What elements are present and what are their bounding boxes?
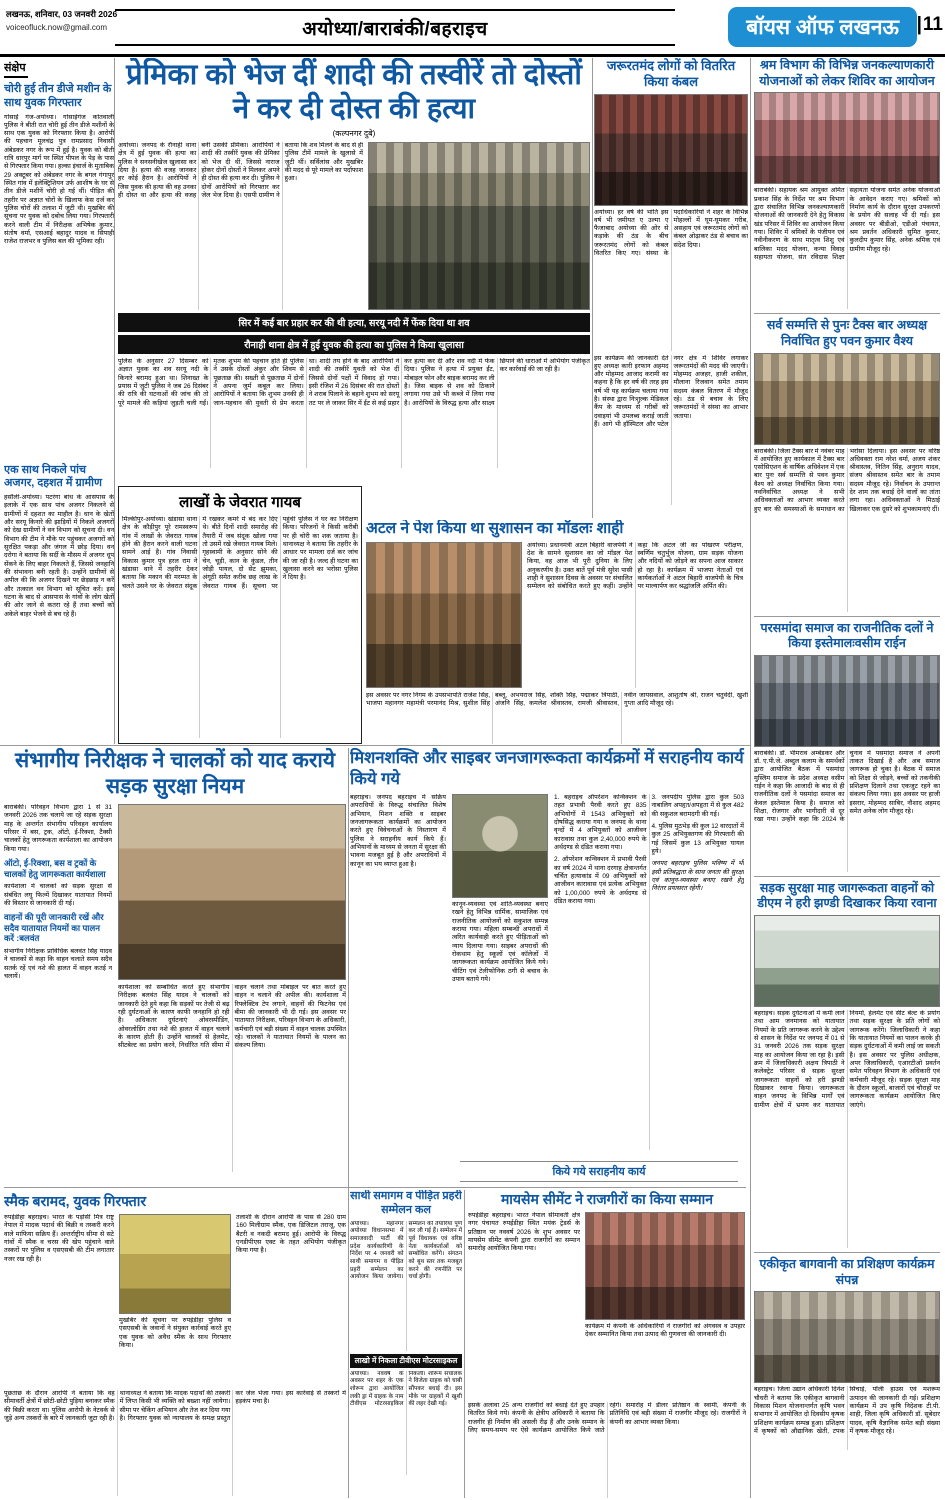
briefs-column [4,58,114,744]
smack-story [4,1192,346,1496]
smack-body-2: पूछताछ के दौरान आरोपी ने बताया कि वह सीमावर्ती क्षेत्रों में छोटी-छोटी पुड़िया बनाकर स्मैक की बिक्री करता था। पुलिस आरोपी के नेटवर्क से जुड़े अन्य तस्करों के बारे में जानकारी जुटा रही है। थानाध्यक्ष ने बताया कि मादक पदार्थों की तस्करी में लिप्त किसी भी व्यक्ति को बख्शा नहीं जायेगा। सीमा पर चेकिंग अभियान और तेज कर दिया गया है। गिरफ्तार युवक को न्यायालय के समक्ष प्रस्तुत कर जेल भेजा गया। इस कार्रवाई से तस्करों में हड़कंप मचा है। [4,1390,346,1422]
blanket-body-1: अयोध्या। हर वर्ष की भांति इस वर्ष भी जमीयत ए उल्मा ए फैजाबाद अयोध्या की ओर से कड़ाके की ठंड के बीच जरूरतमंद लोगों को कंबल वितरित किए गए। संस्था के पदाधिकारियों ने शहर के विभिन्न मोहल्लों में घूम-घूमकर गरीब, असहाय एवं जरूरतमंद लोगों को कंबल ओढ़ाकर ठंड से बचाव का संदेश दिया। [594,208,748,258]
tvs-subhead-bar: लाखो में निकला टीवीएस मोटरसाइकल [350,1354,462,1368]
right-rail [754,58,940,1498]
workshop-meeting-photo [118,804,346,980]
brief2-body: हसौली-अयोध्या। पटरंगा बांध के आसपास के इलाके में एक साथ पांच अजगर निकलने से ग्रामीणों में दहशत का माहौल है। धान के खेतों और सरयू किनारे की झाड़ियों में निकले अजगरों को देख ग्रामीणों ने वन विभाग को सूचना दी। वन विभाग की टीम ने मौके पर पहुंचकर अजगरों को सुरक्षित पकड़ा और जंगल में छोड़ दिया। वन दरोगा ने बताया कि सर्दी के मौसम में अजगर धूप सेंकने के लिए बाहर निकलते हैं, जिससे जनहानि की संभावना बनी रहती है। उन्होंने ग्रामीणों से अपील की कि अजगर दिखने पर छेड़छाड़ न करें और तत्काल वन विभाग को सूचित करें। इस घटना के बाद से आसपास के गांवों के लोग खेतों की ओर जाने से कतरा रहे हैं तथा बच्चों को अकेले बाहर भेजने से बच रहे हैं। [4,494,114,618]
mycem-story [468,1190,746,1498]
smack-col-2: मुखबिर की सूचना पर रुपईडीहा पुलिस व एसएसबी के जवानों ने संयुक्त कार्रवाई करते हुए एक युवक को अवैध स्मैक के साथ गिरफ्तार किया। [119,1317,231,1349]
horticulture-story [754,1257,940,1450]
jewellery-headline: लाखों के जेवरात गायब [179,494,301,511]
mycem-col-1: रुपईडीहा बहराइच। भारत नेपाल सीमावर्ती क्षेत्र नगर पंचायत रुपईडीहा स्थित मयंक ट्रेडर्स के प्रतिष्ठान पर नववर्ष 2026 के शुभ अवसर पर मायसेम सीमेंट कंपनी द्वारा राजगीरों का सम्मान समारोह आयोजित किया गया। [468,1212,580,1253]
sathi-headline: साथी समागम व पीड़ित प्रहरी सम्मेलन कल [350,1190,462,1216]
horticulture-body: बहराइच। जिला उद्यान अधिकारी दिनेश चौधरी ने बताया कि एकीकृत बागवानी विकास मिशन योजनान्तर्गत कृषि भवन सभागार में आयोजित दो दिवसीय कृषक प्रशिक्षण कार्यक्रम सम्पन्न हुआ। प्रशिक्षण में कृषकों को औद्यानिक खेती, टपक सिंचाई, पॉली हाउस एवं मशरूम उत्पादन की जानकारी दी गई। प्रशिक्षण कार्यक्रम में उप कृषि निदेशक टी.पी. शाही, जिला कृषि अधिकारी डॉ. सूबेदार यादव, कृषि वैज्ञानिक समेत बड़ी संख्या में कृषक मौजूद रहे। [754,1386,940,1435]
inspector-intro: बाराबंकी। परिवहन विभाग द्वारा 1 से 31 जनवरी 2026 तक चलाये जा रहे सड़क सुरक्षा माह के अन्तर्गत संभागीय परिवहन कार्यालय परिसर में बस, ट्रक, ऑटो, ई-रिक्शा, टैक्सी चालकों हेतु जागरूकता कार्यशाला का आयोजन किया गया। [4,804,112,853]
mission-point-4: 4. पुलिस मुठभेड़ की कुल 12 वारदातों में कुल 25 अभियुक्तगण की गिरफ्तारी की गई जिसमें कुल 13 अभियुक्त घायल हुये। [651,822,744,855]
pasmanda-story [754,621,940,877]
lead-headline: प्रेमिका को भेज दीं शादी की तस्वीरें तो दोस्तों ने कर दी दोस्त की हत्या [126,59,582,125]
labour-camp-photo [754,92,940,184]
sathi-body-2: अयोध्या। नववर्ष के अवसर पर शहर के एक शोरूम द्वारा आयोजित लकी ड्रा में ग्राहक के नाम टीवीएस मोटरसाइकिल निकली। शोरूम संचालक ने विजेता ग्राहक को चाबी सौंपकर बधाई दी। इस मौके पर ग्राहकों में खुशी की लहर देखी गई। [350,1370,462,1408]
smack-col-1: रुपईडीहा बहराइच। भारत के पड़ोसी मित्र राष्ट्र नेपाल में मादक पदार्थ की बिक्री व तस्करी करने वाले माफिया सक्रिय हैं। अन्तर्राष्ट्रीय सीमा से सटे गांवों में स्मैक व चरस की खेप पहुंचाने वाले तस्करों पर पुलिस व एसएसबी की टीम लगातार नजर रख रही है। [4,1214,114,1263]
inspector-subhead-2: वाहनों की पूरी जानकारी रखें और सदैव यातायात नियमों का पालन करें :बलवंत [4,912,104,944]
date-line: लखनऊ, शनिवार, 03 जनवरी 2026 [6,9,118,19]
inspector-subhead-1: ऑटो, ई-रिक्शा, बस व ट्रकों के चालकों हेतु जागरूकता कार्यशाला [4,857,106,879]
masthead [0,0,945,57]
section-rule [0,745,750,746]
mission-points [554,794,744,1150]
column-rule [592,58,593,518]
smack-col-3: तलाशी के दौरान आरोपी के पास से 280 ग्राम 160 मिलीग्राम स्मैक, एक डिजिटल तराजू, एक बैटरी व नकदी बरामद हुई। आरोपी के विरुद्ध एनडीपीएस एक्ट के तहत अभियोग पंजीकृत किया गया है। [236,1214,346,1255]
pasmanda-meeting-photo [754,655,940,747]
brand-nameplate: बॉयस ऑफ लखनऊ [728,7,917,47]
column-rule [114,58,115,744]
labour-body: बाराबंकी। सहायक श्रम आयुक्त अमित प्रकाश सिंह के निर्देश पर श्रम विभाग द्वारा संचालित विभिन्न जनकल्याणकारी योजनाओं की जानकारी देने हेतु विकास खंड परिसर में शिविर का आयोजन किया गया। शिविर में श्रमिकों के पंजीयन एवं नवीनीकरण के साथ मातृत्व शिशु एवं बालिका मदद योजना, कन्या विवाह सहायता योजना, संत रविदास शिक्षा सहायता योजना समेत अनेक योजनाओं के आवेदन कराए गए। श्रमिकों को निर्माण कार्य के दौरान सुरक्षा उपकरणों के प्रयोग की सलाह भी दी गई। इस अवसर पर बीडीओ, एडीओ पंचायत, श्रम प्रवर्तन अधिकारी सुमित कुमार, कुलदीप कुमार सिंह, अनेक श्रमिक एवं ग्रामीण मौजूद रहे। [754,187,940,261]
police-group-photo [368,142,590,310]
horticulture-training-photo [754,1291,940,1383]
briefs-label: संक्षेप [4,60,28,78]
atal-tribute-photo [366,542,522,688]
roadflag-headline: सड़क सुरक्षा माह जागरूकता वाहनों को डीएम ने हरी झण्डी दिखाकर किया रवाना [757,880,937,911]
region-line: अयोध्या/बाराबंकी/बहराइच [115,9,675,46]
mason-felicitation-photo [585,1212,745,1320]
brief2-headline: एक साथ निकले पांच अजगर, दहशत में ग्रामीण [4,463,102,490]
lead-body-bottom: पुलिस के अनुसार 27 दिसम्बर को अज्ञात युवक का शव सरयू नदी के किनारे बरामद हुआ था। शिनाख्त के प्रयास में जुटी पुलिस ने जब 26 दिसंबर की रात्रि की घटनाओं की जांच की तो पूरे मामले की कड़ियां जुड़ती चली गईं। मृतक शुभम की पहचान होते ही पुलिस ने उसके दोस्तों अंकुर और शिवम से पूछताछ की। सख्ती से पूछताछ में दोनों ने अपना जुर्म कबूल कर लिया। आरोपियों ने बताया कि शुभम उनकी ही जान-पहचान की युवती से प्रेम करता था। शादी तय होने के बाद आरोपियों ने शादी की तस्वीरें युवती को भेज दीं जिससे दोनों पक्षों में विवाद हो गया। इसी रंजिश में 26 दिसंबर की रात दोस्तों ने शराब पिलाने के बहाने शुभम को सरयू तट पर ले जाकर सिर में ईंट से कई प्रहार कर हत्या कर दी और शव नदी में फेंक दिया। पुलिस ने हत्या में प्रयुक्त ईंट, मोबाइल फोन और बाइक बरामद कर ली है। जिस बाइक से शव को ठिकाने लगाया गया उसे भी कब्जे में लिया गया है। आरोपियों के विरुद्ध हत्या और साक्ष्य छिपाने की धाराओं में अभियोग पंजीकृत कर कार्रवाई की जा रही है। [118,358,590,407]
lead-subhead-bar-1: सिर में कई बार प्रहार कर की थी हत्या, सरयू नदी में फेंक दिया था शव [118,313,590,332]
taxbar-body: बाराबंकी। जिला टैक्स बार में नवंबर माह में आयोजित हुए कार्यकाल में टैक्स बार एसोसिएशन के वार्षिक अधिवेशन में एक बार पुनः सर्व सम्मत्ति से पवन कुमार वैश्य को अध्यक्ष निर्वाचित किया गया। नवनिर्वाचित अध्यक्ष ने सभी अधिवक्ताओं का आभार व्यक्त करते हुए बार की समस्याओं के समाधान का भरोसा दिलाया। इस अवसर पर वरिष्ठ अधिवक्ता राम नरेश वर्मा, अजय शंकर श्रीवास्तव, नितिन सिंह, अनुराग यादव, संजय श्रीवास्तव समेत बार के तमाम सदस्य मौजूद रहे। निर्वाचन के उपरान्त देर शाम तक बधाई देने वालों का तांता लगा रहा। अधिवक्ताओं ने मिठाई खिलाकर एक दूसरे को शुभकामनाएं दीं। [754,447,940,513]
taxbar-headline: सर्व सम्मत्ति से पुनः टैक्स बार अध्यक्ष निर्वाचित हुए पवन कुमार वैश्य [766,318,928,348]
mission-point-3: 3. जनपदीय पुलिस द्वारा कुल 503 नाबालिग अपहृत/अपहृता में से कुल 482 की सकुशल बरामदगी की गई। [651,794,744,818]
mission-quote: जनपद बहराइच पुलिस भविष्य में भी इसी प्रतिबद्धता के साथ जनता की सुरक्षा एवं कानून-व्यवस्था बनाए रखने हेतु निरंतर प्रयासरत रहेगी। [651,860,744,893]
blanket-story [594,58,748,516]
column-rule [750,58,751,1498]
inspector-body: कार्यशाला को सम्बोधित करते हुए संभागीय निरीक्षक बलवंत सिंह यादव ने चालकों को जानकारी देते हुये कहा कि सड़कों पर तेजी से बढ़ रही दुर्घटनाओं के कारण काफी जनहानि हो रही है। अधिकतर दुर्घटनाएं ओवरस्पीडिंग, ओवरलोडिंग तथा नशे की हालत में वाहन चलाने के कारण होती हैं। उन्होंने चालकों से हेलमेट, सीटबेल्ट का प्रयोग करने, निर्धारित गति सीमा में वाहन चलाने तथा मोबाइल पर बात करते हुए वाहन न चलाने की अपील की। कार्यशाला में रिफ्लेक्टिव टेप लगाने, वाहनों की फिटनेस एवं बीमा की जानकारी भी दी गई। इस अवसर पर यातायात निरीक्षक, परिवहन विभाग के अधिकारी, कर्मचारी एवं बड़ी संख्या में वाहन चालक उपस्थित रहे। चालकों ने यातायात नियमों के पालन का संकल्प लिया। [118,984,346,1050]
mission-point-1: 1. बहराइच ऑपरेशन कन्विक्शन के तहत प्रभावी पैरवी करते हुए 835 अभियोगों में 1543 अभियुक्तों को दोषसिद्ध कराया गया व जनपद के थाना वृन्दों में 4 अभियुक्तों को आजीवन कारावास तथा कुल 2,40,000 रुपये के अर्थदण्ड से दंडित कराया गया। [554,794,647,851]
email-text: voiceofluck.now@gmail.com [6,23,108,32]
atal-body: अयोध्या। प्रधानमंत्री अटल बिहारी वाजपेयी ने देश के सामने सुशासन का जो मॉडल पेश किया, वह आज भी पूरी दुनिया के लिए अनुकरणीय है। उक्त बातें पूर्व मंत्री सुरेश पासी शाही ने सुशासन दिवस के अवसर पर संचालित सम्मेलन को संबोधित करते हुए कहीं। उन्होंने कहा कि अटल जी का पोखरण परीक्षण, स्वर्णिम चतुर्भुज योजना, ग्राम सड़क योजना और नदियों को जोड़ने का सपना आज साकार हो रहा है। कार्यक्रम में भाजपा नेताओं एवं कार्यकर्ताओं ने अटल बिहारी वाजपेयी के चित्र पर माल्यार्पण कर श्रद्धांजलि अर्पित की। [527,541,743,591]
labour-story [754,58,940,314]
police-officer-portrait [452,794,548,898]
jewellery-body: मिल्कीपुर-अयोध्या। खंडासा थाना क्षेत्र के कौड़ीपुर पूरे रामस्वरूप गांव में लाखों के जेवरात गायब होने की हैरान करने वाली घटना सामने आई है। गांव निवासी विकास कुमार पुत्र हरल राम ने खंडासा थाने में तहरीर देकर बताया कि मकान की मरम्मत के चलते उसने घर के जेवरात संदूक में रखकर कमरे में बंद कर दिए थे। बीते दिनों शादी समारोह की तैयारी में जब संदूक खोला गया तो उसमें रखे जेवरात गायब मिले। गृहस्वामी के अनुसार सोने की चेन, चूड़ी, कान के कुंडल, तीन जोड़ी पायल, दो सेट झुमका, अंगूठी समेत करीब छह लाख के जेवरात गायब हैं। सूचना पर पहुंची पुलिस ने घर का निरीक्षण किया। परिजनों ने किसी करीबी पर ही चोरी का शक जताया है। थानाध्यक्ष ने बताया कि तहरीर के आधार पर मामला दर्ज कर जांच की जा रही है। जल्द ही घटना का खुलासा करने का भरोसा पुलिस ने दिया है। [122,516,358,590]
mission-intro: बहराइच। जनपद बहराइच में सक्रिय अपराधियों के विरुद्ध संचालित विशेष अभियान, मिशन शक्ति व साइबर जनजागरूकता कार्यक्रमों का आयोजन करते हुए विवेचनाओं के निस्तारण में पुलिस ने सराहनीय कार्य किये हैं। अभियानों के माध्यम से जनता में सुरक्षा की भावना मजबूत हुई है और अपराधियों में कानून का भय व्याप्त हुआ है। [350,794,446,868]
sathi-story [350,1190,462,1498]
brief1-body: गोसाईं गंज-अयोध्या। गोसाईगंज कोतवाली पुलिस ने बीती रात चोरी हुई तीन डीजे मशीनों के साथ एक युवक को गिरफ्तार किया है। आरोपी की पहचान मूलचंद्र पुत्र रामप्रसाद निवासी अंबेडकर नगर के रूप में हुई है। युवक को बीती रात्रि धारपुर मार्ग पर स्थित पीपल के पेड़ के पास से गिरफ्तार किया गया। हल्का इंचार्ज के मुताबिक 29 अक्टूबर को अंबेडकर नगर के बगल गंगापुर स्थित गांव में इलेक्ट्रिशियन उर्फ आशीष के घर से तीन डीजे मशीनें चोरी हो गई थीं। पीड़ित की तहरीर पर अज्ञात चोरों के खिलाफ केस दर्ज कर पुलिस चोरों की तलाश में जुटी थी। मुखबिर की सूचना पर युवक को दबोच लिया गया। गिरफ्तारी करने वाली टीम में निरीक्षक अभिषेक कुमार, संतोष वर्मा, एसआई बहादुर यादव व सिपाही राजेश राजभर व पुलिस बल की भूमिका रही। [4,113,114,246]
mission-story [350,748,746,1184]
mission-subhead: किये गये सराहनीय कार्य [460,1161,738,1182]
lead-byline: (कल्पनगर दुबे) [332,129,376,138]
roadflag-story [754,881,940,1253]
page-number: | 11 [917,14,943,36]
smack-headline: स्मैक बरामद, युवक गिरफ्तार [4,1193,147,1209]
mycem-headline: मायसेम सीमेंट ने राजगीरों का किया सम्मान [500,1191,714,1207]
inspector-mid: कार्यशाला में चालकों को सड़क सुरक्षा से संबंधित लघु फिल्में दिखाकर यातायात नियमों की विस्तार से जानकारी दी गई। [4,883,112,907]
seized-smack-photo [119,1214,231,1314]
atal-headline: अटल ने पेश किया था सुशासन का मॉडलः शाही [366,520,624,537]
inspector-story [4,748,346,1184]
labour-headline: श्रम विभाग की विभिन्न जनकल्याणकारी योजनाओं को लेकर शिविर का आयोजन [759,58,935,88]
atal-story [366,520,748,744]
roadflag-body: बहराइच। सड़क दुर्घटनाओं में कमी लाने तथा आम जनमानस को यातायात नियमों के प्रति जागरूक करने के उद्देश्य से शासन के निर्देश पर जनपद में 01 से 31 जनवरी 2026 तक सड़क सुरक्षा माह का आयोजन किया जा रहा है। इसी क्रम में जिलाधिकारी अक्षय त्रिपाठी ने कलेक्ट्रेट परिसर से सड़क सुरक्षा जागरूकता वाहनों को हरी झण्डी दिखाकर रवाना किया। जागरूकता वाहन जनपद के विभिन्न मार्गों एवं ग्रामीण क्षेत्रों में भ्रमण कर यातायात नियमों, हेलमेट एवं सीट बेल्ट के प्रयोग तथा सड़क सुरक्षा के प्रति लोगों को जागरूक करेंगे। जिलाधिकारी ने कहा कि यातायात नियमों का पालन करके ही सड़क दुर्घटनाओं में कमी लाई जा सकती है। इस अवसर पर पुलिस अधीक्षक, अपर जिलाधिकारी, एआरटीओ प्रवर्तन समेत परिवहन विभाग के अधिकारी एवं कर्मचारी मौजूद रहे। सड़क सुरक्षा माह के दौरान स्कूलों, बाजारों एवं चौराहों पर जागरूकता कार्यक्रम आयोजित किए जाएंगे। [754,1010,940,1109]
taxbar-story [754,318,940,616]
inspector-tail: संभागीय निरीक्षक प्राविधिक बलवंत सिंह यादव ने चालकों से कहा कि वाहन चलाते समय सदैव सतर्क रहें एवं नशे की हालत में वाहन कतई न चलायें। [4,948,112,981]
mycem-col-2: कार्यक्रम में कंपनी के अधिकारियों ने राजगीरों को अंगवस्त्र व उपहार देकर सम्मानित किया तथा उत्पाद की गुणवत्ता की जानकारी दी। [585,1323,745,1339]
taxbar-group-photo [754,353,940,445]
ambulance-flagoff-photo [754,915,940,1007]
inspector-headline: संभागीय निरीक्षक ने चालकों को याद कराये सड़क सुरक्षा नियम [14,749,336,798]
blanket-headline: जरूरतमंद लोगों को वितरित किया कंबल [606,58,736,90]
lead-story [118,58,590,482]
blanket-body-2: इस कार्यक्रम की जानकारी देते हुए अध्यक्ष कारी इरफान अहमद और मोहम्मद आजाद करामी का कहना है कि हर वर्ष की तरह इस वर्ष भी यह कार्यक्रम चलाया गया है। संस्था द्वारा निःशुल्क मेडिकल कैंप के माध्यम से गरीबों को दवाइयां भी उपलब्ध कराई जाती हैं। आगे भी हॉस्पिटल और पटेल नगर क्षेत्र में शिविर लगाकर जरूरतमंदों की मदद की जाएगी। मोहम्मद अजहर, हाजी शकील, मौलाना रिजवान समेत तमाम सदस्य कंबल वितरण में मौजूद रहे। ठंड से बचाव के लिए जरूरतमंदों ने संस्था का आभार जताया। [594,354,748,429]
sathi-body-1: अयोध्या। महानगर अयोध्या विधानसभा में समाजवादी पार्टी की प्रदेश कार्यकारिणी के निर्देश पर 4 जनवरी को साथी समागम व पीड़ित प्रहरी सम्मेलन का आयोजन किया जायेगा। सम्मेलन की तैयारियां पूर्ण कर ली गई हैं। सम्मेलन में पूर्व विधायक एवं वरिष्ठ नेता कार्यकर्ताओं को सम्बोधित करेंगे। संगठन को बूथ स्तर तक मजबूत करने की रणनीति पर चर्चा होगी। [350,1220,462,1281]
mission-point-2: 2. ऑपरेशन कन्विक्शन में प्रभावी पैरवी का वर्ष 2024 में थाना दरगाह क्षेत्रान्तर्गत चर्चित हत्याकांड में 09 अभियुक्तों को आजीवन कारावास एवं प्रत्येक अभियुक्त को 1,00,000 रुपये के अर्थदण्ड से दंडित कराया गया। [554,856,647,905]
brief1-headline: चोरी हुई तीन डीजे मशीन के साथ युवक गिरफ्तार [4,83,112,109]
mycem-body-2: इसके अलावा 25 अन्य राजगीरों को बधाई देते हुए उपहार वितरित किये गये। कंपनी के क्षेत्रीय अधिकारी ने बताया कि राजगीर ही निर्माण की असली रीढ़ हैं और उनके सम्मान के लिए समय-समय पर ऐसे कार्यक्रम आयोजित किये जाते रहेंगे। समारोह में डीलर प्रतिष्ठान के स्वामी, कंपनी के प्रतिनिधि एवं बड़ी संख्या में राजगीर मौजूद रहे। राजगीरों ने कंपनी का आभार व्यक्त किया। [468,1402,746,1434]
pasmanda-headline: परसमांदा समाज का राजनीतिक दलों ने किया इस्तेमालःवसीम राईन [760,620,934,651]
blanket-distribution-photo [594,94,748,206]
mission-more: कानून-व्यवस्था एवं शांति-व्यवस्था बनाए रखने हेतु विभिन्न धार्मिक, सामाजिक एवं राजनीतिक आयोजनों को सकुशल सम्पन्न कराया गया। महिला सम्बन्धी अपराधों में त्वरित कार्यवाही करते हुए पीड़िताओं को न्याय दिलाया गया। साइबर अपराधों की रोकथाम हेतु स्कूलों एवं कॉलेजों में जागरूकता कार्यक्रम आयोजित किये गये। चीटिंग एवं टेलीफोनिक ठगी से बचाव के उपाय बताये गये। [452,901,548,983]
column-rule [464,1190,465,1498]
column-rule [348,748,349,1498]
lead-subhead-bar-2: रौनाही थाना क्षेत्र में हुई युवक की हत्या का पुलिस ने किया खुलासा [118,335,590,354]
horticulture-headline: एकीकृत बागवानी का प्रशिक्षण कार्यक्रम संपन्न [759,1257,935,1287]
pasmanda-body: बाराबंकी। डॉ. भीमराव अम्बेडकर और डॉ. ए.पी.जे. अब्दुल कलाम के समर्थकों द्वारा आयोजित बैठक में पसमांदा मुस्लिम समाज के प्रदेश अध्यक्ष वसीम राईन ने कहा कि आजादी के बाद से ही राजनीतिक दलों ने पसमांदा समाज का केवल इस्तेमाल किया है। समाज को शिक्षा, रोजगार और भागीदारी से दूर रखा गया। उन्होंने कहा कि 2024 के चुनाव में पसमांदा समाज ने अपनी ताकत दिखाई है और अब समाज जागरूक हो चुका है। बैठक में समाज को शिक्षा से जोड़ने, बच्चों को तकनीकी प्रशिक्षण दिलाने तथा एकजुट रहने का संकल्प लिया गया। इस अवसर पर हाजी इसरार, मोहम्मद साबिर, नौशाद अहमद समेत अनेक लोग मौजूद रहे। [754,749,940,824]
atal-names: इस अवसर पर नगर निगम के उपसभापति राजेश सिंह, भाजपा महानगर महामंत्री परमानंद मिश्र, सुशील सिंह बब्लू, अभयराज सिंह, शक्ति सिंह, पद्माकर त्रिपाठी, अंजनि सिंह, कमलेश श्रीवास्तव, रामजी श्रीवास्तव, नवीन जायसवाल, आशुतोष श्री, राजन चतुर्वेदी, खुशी गुप्ता आदि मौजूद रहे। [366,691,748,707]
jewellery-story [118,486,362,744]
section-rule [4,1187,746,1188]
lead-body-top: अयोध्या। जनपद के रौनाही थाना क्षेत्र में हुई युवक की हत्या का पुलिस ने सनसनीखेज खुलासा कर दिया है। हत्या की वजह जानकर हर कोई हैरान है। आरोपियों ने जिस युवक की हत्या की वह उनका ही दोस्त था और हत्या की वजह बनी उसकी प्रेमिका। आरोपियों ने शादी की तस्वीरें युवक की प्रेमिका को भेज दी थीं, जिससे नाराज होकर दोनों दोस्तों ने मिलकर अपने ही दोस्त की हत्या कर दी। पुलिस ने दोनों आरोपियों को गिरफ्तार कर जेल भेज दिया है। एसपी ग्रामीण ने बताया कि शव मिलने के बाद से ही पुलिस टीमें मामले के खुलासे में जुटी थीं। सर्विलांस और मुखबिर की मदद से पूरे मामले का पर्दाफाश हुआ। [118,142,363,199]
mission-headline: मिशनशक्ति और साइबर जनजागरूकता कार्यक्रमों में सराहनीय कार्य किये गये [350,749,744,788]
